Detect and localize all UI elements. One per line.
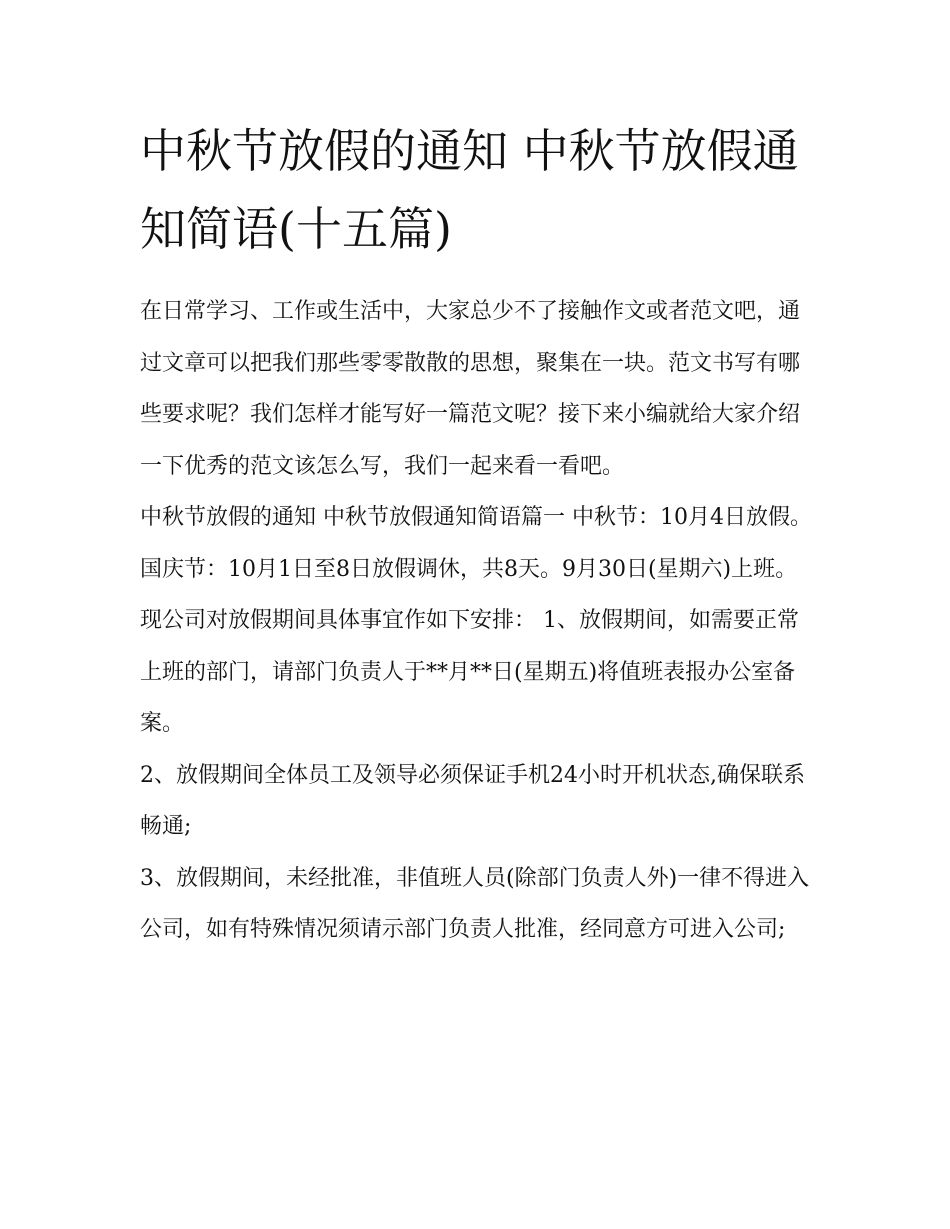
- holiday-dates-paragraph: 中秋节放假的通知 中秋节放假通知简语篇一 中秋节：10月4日放假。 国庆节：10月1日至8日放假调休，共8天。9月30日(星期六)上班。: [140, 505, 812, 582]
- arrangement-item-3-paragraph: 3、放假期间，未经批准，非值班人员(除部门负责人外)一律不得进入公司，如有特殊情况须请示部门负责人批准，经同意方可进入公司;: [140, 865, 810, 942]
- document-body: [140, 112, 820, 956]
- arrangement-item-1-paragraph: 现公司对放假期间具体事宜作如下安排： 1、放假期间，如需要正常上班的部门，请部门负责人于**月**日(星期五)将值班表报办公室备案。: [140, 608, 799, 736]
- arrangement-item-2-paragraph: 2、放假期间全体员工及领导必须保证手机24小时开机状态,确保联系畅通;: [140, 762, 805, 839]
- document-title: 中秋节放假的通知 中秋节放假通知简语(十五篇): [140, 124, 799, 256]
- intro-paragraph: 在日常学习、工作或生活中，大家总少不了接触作文或者范文吧，通过文章可以把我们那些零零散散的思想，聚集在一块。范文书写有哪些要求呢？我们怎样才能写好一篇范文呢？接下来小编就给大家介绍一下优秀的范文该怎么写，我们一起来看一看吧。: [140, 299, 801, 479]
